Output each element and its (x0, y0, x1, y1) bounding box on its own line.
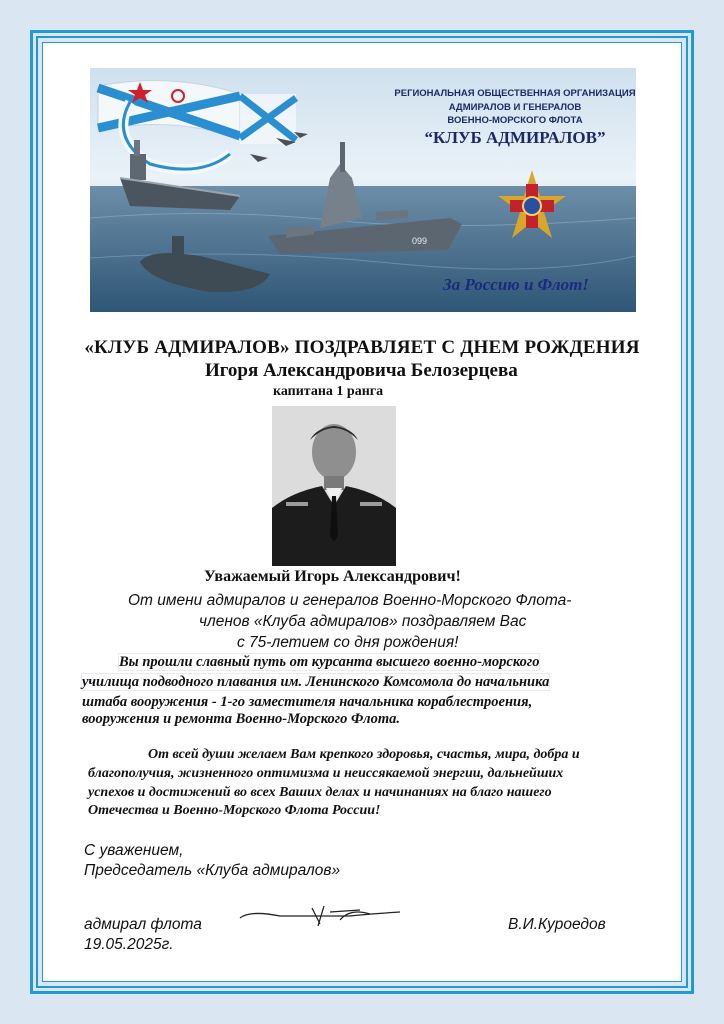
svg-text:АДМИРАЛОВ И ГЕНЕРАЛОВ: АДМИРАЛОВ И ГЕНЕРАЛОВ (448, 102, 582, 113)
intro-line: От имени адмиралов и генералов Военно-Морского Флота- (128, 592, 572, 609)
header-banner (90, 68, 636, 312)
intro-line: членов «Клуба адмиралов» поздравляем Вас (199, 613, 527, 630)
letter-date: 19.05.2025г. (84, 936, 174, 953)
handwritten-signature (220, 900, 426, 930)
honoree-portrait-photo (272, 406, 396, 566)
hull-number: 099 (412, 236, 428, 246)
svg-text:“КЛУБ АДМИРАЛОВ”: “КЛУБ АДМИРАЛОВ” (424, 128, 606, 147)
wish-line: благополучия, жизненного оптимизма и неиссякаемой энергии, дальнейших (88, 766, 564, 781)
wish-line: успехов и достижений во всех Ваших делах и начинаниях на благо нашего (88, 785, 552, 800)
motto-text: За Россию и Флот! (443, 275, 589, 294)
career-line: училища подводного плавания им. Ленинского Комсомола до начальника (82, 674, 550, 690)
career-line: вооружения и ремонта Военно-Морского Флота. (82, 711, 400, 727)
career-line: штаба вооружения - 1-го заместителя начальника кораблестроения, (82, 694, 533, 710)
honoree-rank: капитана 1 ранга (273, 384, 384, 399)
wish-line: От всей души желаем Вам крепкого здоровья, счастья, мира, добра и (148, 747, 580, 762)
svg-text:ВОЕННО-МОРСКОГО ФЛОТА: ВОЕННО-МОРСКОГО ФЛОТА (447, 115, 583, 126)
svg-text:РЕГИОНАЛЬНАЯ ОБЩЕСТВЕННАЯ ОРГА: РЕГИОНАЛЬНАЯ ОБЩЕСТВЕННАЯ ОРГАНИЗАЦИЯ (394, 88, 636, 99)
congratulation-title: «КЛУБ АДМИРАЛОВ» ПОЗДРАВЛЯЕТ С ДНЕМ РОЖДЕНИЯ (84, 337, 640, 358)
wish-line: Отечества и Военно-Морского Флота России! (88, 803, 381, 818)
chairman-title: Председатель «Клуба адмиралов» (84, 862, 341, 879)
signer-position: адмирал флота (84, 916, 202, 933)
career-line: Вы прошли славный путь от курсанта высшего военно-морского (119, 654, 540, 670)
honoree-name: Игоря Александровича Белозерцева (205, 360, 518, 381)
salutation: Уважаемый Игорь Александрович! (204, 568, 461, 585)
signer-name: В.И.Куроедов (508, 916, 606, 933)
regards-text: С уважением, (84, 842, 184, 859)
intro-line: с 75-летием со дня рождения! (237, 634, 459, 651)
